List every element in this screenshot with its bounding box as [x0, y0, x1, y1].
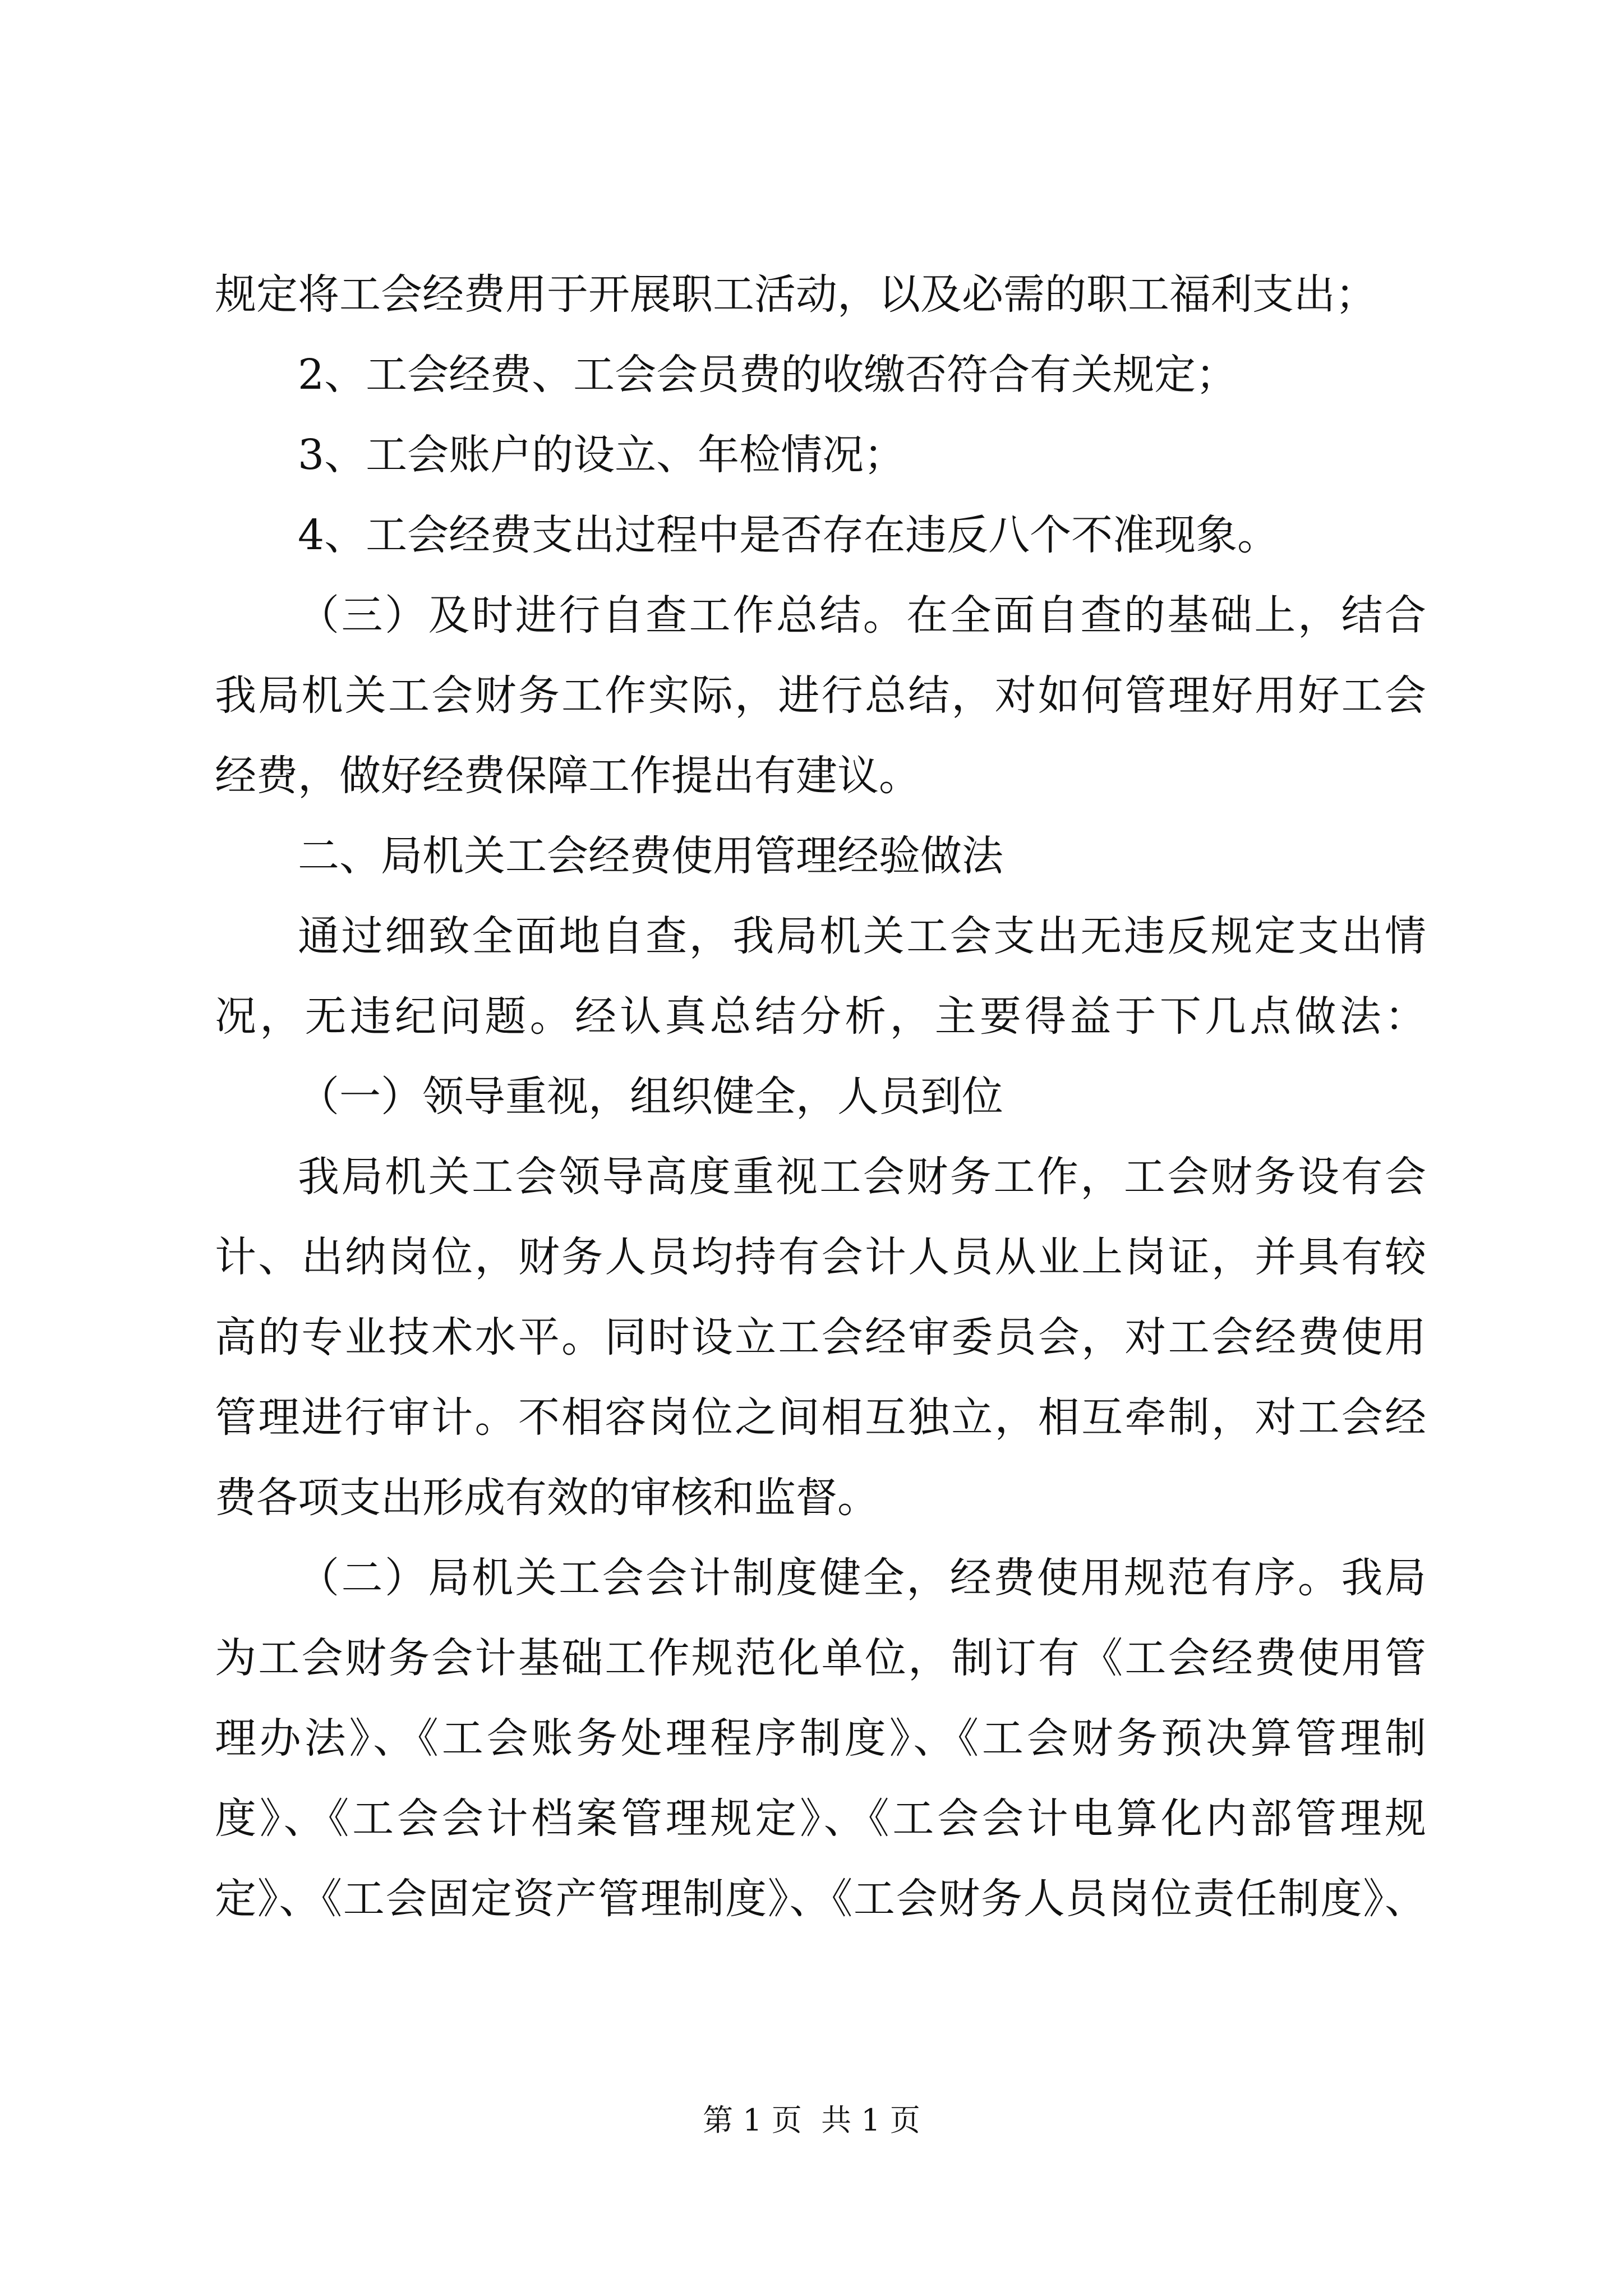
text-line: 定》、《工会固定资产管理制度》、《工会财务人员岗位责任制度》、: [215, 1875, 1426, 1923]
subsection-heading: （一）领导重视，组织健全，人员到位: [298, 1073, 1003, 1121]
text-line: 况，无违纪问题。经认真总结分析，主要得益于下几点做法：: [215, 992, 1426, 1041]
text-line: 为工会财务会计基础工作规范化单位，制订有《工会经费使用管: [215, 1634, 1426, 1682]
text-line: 3、工会账户的设立、年检情况；: [298, 431, 906, 479]
text-line: 度》、《工会会计档案管理规定》、《工会会计电算化内部管理规: [215, 1795, 1426, 1843]
text-line: 经费，做好经费保障工作提出有建议。: [215, 752, 920, 800]
text-line: 我局机关工会财务工作实际，进行总结，对如何管理好用好工会: [215, 671, 1426, 720]
text-line: 我局机关工会领导高度重视工会财务工作，工会财务设有会: [298, 1153, 1426, 1201]
text-line: 规定将工会经费用于开展职工活动，以及必需的职工福利支出；: [215, 270, 1377, 319]
text-line: （二）局机关工会会计制度健全，经费使用规范有序。我局: [298, 1554, 1426, 1602]
section-heading: 二、局机关工会经费使用管理经验做法: [298, 832, 1003, 880]
page-footer: 第 1 页 共 1 页: [703, 2102, 920, 2138]
text-line: 理办法》、《工会账务处理程序制度》、《工会财务预决算管理制: [215, 1714, 1426, 1763]
text-line: 2、工会经费、工会会员费的收缴否符合有关规定；: [298, 351, 1238, 399]
text-line: 计、出纳岗位，财务人员均持有会计人员从业上岗证，并具有较: [215, 1233, 1426, 1281]
text-line: 4、工会经费支出过程中是否存在违反八个不准现象。: [298, 511, 1279, 559]
text-line: 管理进行审计。不相容岗位之间相互独立，相互牵制，对工会经: [215, 1393, 1426, 1442]
text-line: 通过细致全面地自查，我局机关工会支出无违反规定支出情: [298, 912, 1426, 960]
text-line: 高的专业技术水平。同时设立工会经审委员会，对工会经费使用: [215, 1313, 1426, 1361]
text-line: 费各项支出形成有效的审核和监督。: [215, 1474, 879, 1522]
text-line: （三）及时进行自查工作总结。在全面自查的基础上，结合: [298, 591, 1426, 639]
